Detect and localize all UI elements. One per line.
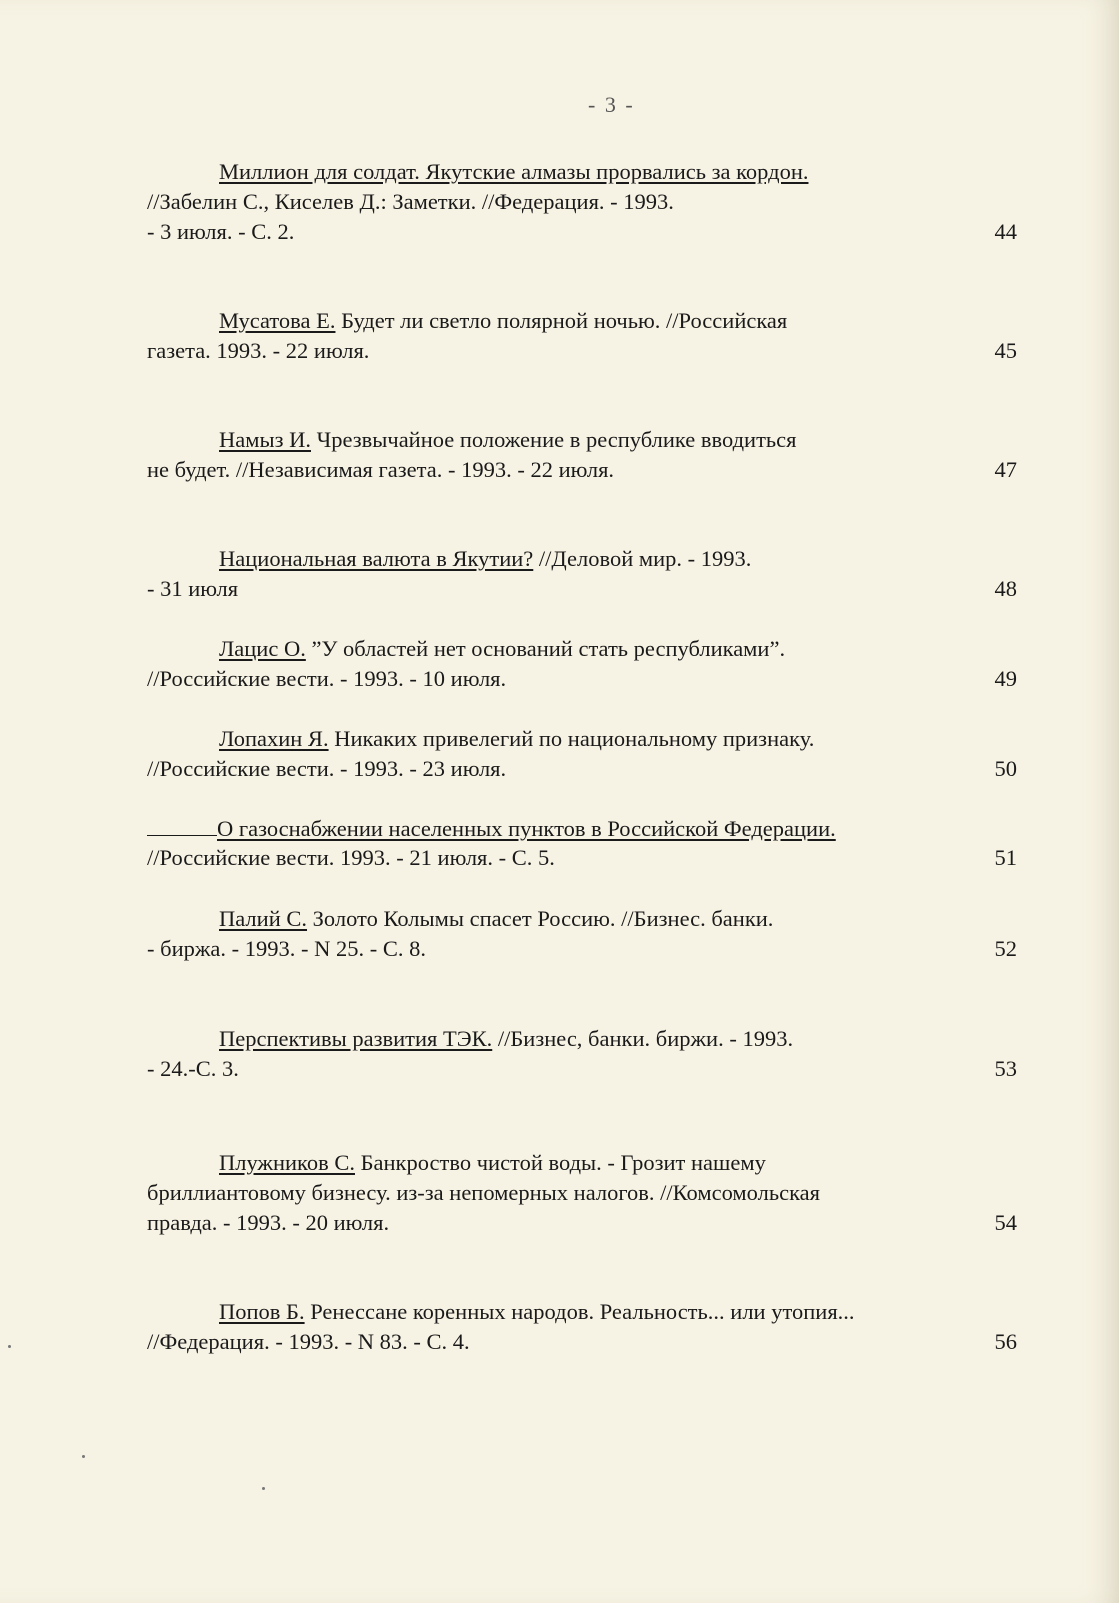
entry-title: Миллион для солдат. Якутские алмазы прорвались за кордон. (219, 159, 809, 184)
scan-speck (82, 1455, 85, 1458)
entry-text: //Деловой мир. - 1993. (533, 546, 752, 571)
entry-line: - 24.-С. 3. (147, 1056, 239, 1081)
entry-line: //Российские вести. - 1993. - 23 июля. (147, 756, 507, 781)
page-ref: 54 (994, 1210, 1017, 1235)
entry-text: Будет ли светло полярной ночью. //Российская (335, 308, 788, 333)
entry-author: Попов Б. (219, 1299, 305, 1324)
entry-title: Перспективы развития ТЭК. (219, 1026, 493, 1051)
entry-author: Намыз И. (219, 427, 311, 452)
bibliography-entry (147, 1024, 1017, 1084)
page-ref: 48 (994, 576, 1017, 601)
page-ref: 47 (994, 457, 1017, 482)
page-ref: 44 (994, 219, 1017, 244)
bibliography-entry (147, 1148, 1017, 1238)
page-ref: 53 (994, 1056, 1017, 1081)
entry-line: газета. 1993. - 22 июля. (147, 338, 370, 363)
entry-title: О газоснабжении населенных пунктов в Российской Федерации. (217, 816, 836, 841)
bibliography-entry (147, 634, 1017, 694)
entry-line: не будет. //Независимая газета. - 1993. - 22 июля. (147, 457, 615, 482)
entry-line: - 31 июля (147, 576, 239, 601)
entry-text: Никаких привелегий по национальному признаку. (328, 726, 815, 751)
entry-text: //Бизнес, банки. биржи. - 1993. (492, 1026, 794, 1051)
bibliography-entry (147, 157, 1017, 247)
entry-line: - 3 июля. - С. 2. (147, 219, 295, 244)
scan-speck (8, 1345, 11, 1348)
entry-author: Мусатова Е. (219, 308, 336, 333)
entry-line: //Российские вести. 1993. - 21 июля. - С. 5. (147, 845, 555, 870)
bibliography-entry (147, 425, 1017, 485)
bibliography-entry (147, 544, 1017, 604)
bibliography-entry (147, 813, 1017, 873)
page-ref: 49 (994, 666, 1017, 691)
entry-text: Золото Колымы спасет Россию. //Бизнес. банки. (307, 906, 774, 931)
bibliography-entry (147, 724, 1017, 784)
entry-line: - биржа. - 1993. - N 25. - С. 8. (147, 936, 426, 961)
page-ref: 52 (994, 936, 1017, 961)
bibliography-entry (147, 306, 1017, 366)
underline-rule (147, 813, 217, 836)
page-ref: 51 (994, 845, 1017, 870)
entry-author: Плужников С. (219, 1150, 355, 1175)
entry-text: Ренессане коренных народов. Реальность... или утопия... (304, 1299, 855, 1324)
bibliography-entry (147, 1297, 1017, 1357)
page-number: - 3 - (588, 92, 635, 117)
entry-author: Лацис О. (219, 636, 306, 661)
entry-text: ”У областей нет оснований стать республиками”. (305, 636, 786, 661)
entry-title: Национальная валюта в Якутии? (219, 546, 534, 571)
entry-line: //Забелин С., Киселев Д.: Заметки. //Федерация. - 1993. (147, 189, 674, 214)
entry-line: правда. - 1993. - 20 июля. (147, 1210, 390, 1235)
entry-text: Чрезвычайное положение в республике вводиться (310, 427, 797, 452)
entry-line: //Федерация. - 1993. - N 83. - С. 4. (147, 1329, 470, 1354)
scan-speck (262, 1487, 265, 1490)
entry-line: бриллиантовому бизнесу. из-за непомерных налогов. //Комсомольская (147, 1180, 821, 1205)
page-ref: 50 (994, 756, 1017, 781)
page-ref: 45 (994, 338, 1017, 363)
entry-text: Банкроство чистой воды. - Грозит нашему (354, 1150, 766, 1175)
bibliography-entry (147, 904, 1017, 964)
page-ref: 56 (994, 1329, 1017, 1354)
entry-author: Лопахин Я. (219, 726, 329, 751)
entry-line: //Российские вести. - 1993. - 10 июля. (147, 666, 507, 691)
entry-author: Палий С. (219, 906, 308, 931)
